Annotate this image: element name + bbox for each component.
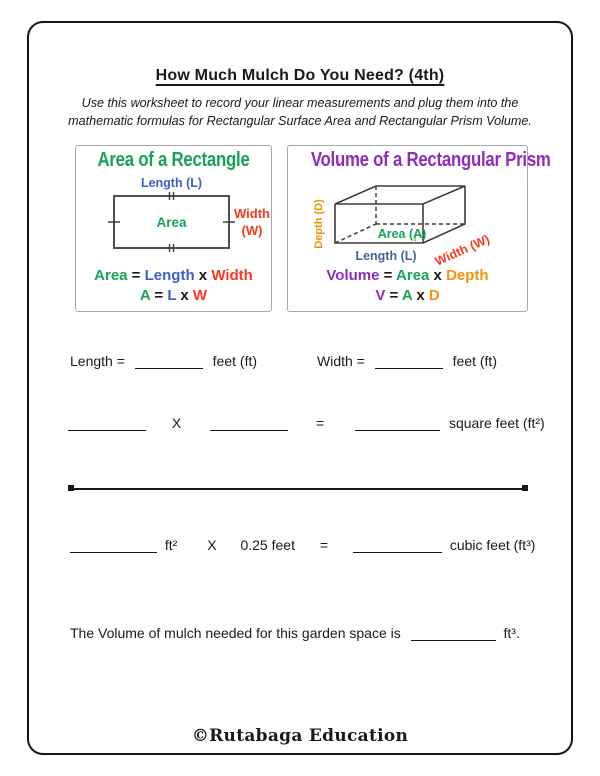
worksheet-page-frame	[27, 21, 573, 755]
section-divider	[68, 485, 528, 492]
length-entry	[70, 353, 257, 369]
width-blank[interactable]	[375, 355, 443, 369]
prism-width-label: Width (W)	[432, 232, 492, 269]
conclusion-text: The Volume of mulch needed for this garden space is	[70, 625, 401, 641]
divider-right-endpoint	[522, 485, 528, 491]
area-box-title: Area of a Rectangle	[97, 149, 250, 171]
vol-eq-unit: cubic feet (ft³)	[449, 537, 536, 553]
page-title-text: How Much Mulch Do You Need? (4th)	[155, 67, 445, 84]
area-formula-long: Area = Length x Width	[94, 267, 253, 284]
subtitle-line-2: mathematic formulas for Rectangular Surface Area and Rectangular Prism Volume.	[68, 113, 532, 128]
volume-equation-row	[70, 537, 535, 553]
width-entry	[317, 353, 497, 369]
volume-formula-box	[287, 145, 551, 312]
area-eq-equals-sign: =	[316, 415, 325, 431]
prism-depth-label: Depth (D)	[313, 199, 325, 249]
volume-box-title: Volume of a Rectangular Prism	[310, 149, 551, 171]
rectangle-area-label: Area	[156, 215, 187, 230]
vol-eq-equals-sign: =	[319, 537, 329, 553]
area-eq-width-blank[interactable]	[210, 417, 288, 431]
area-equation-row	[68, 415, 545, 431]
rectangle-diagram	[76, 174, 273, 264]
length-blank[interactable]	[135, 355, 203, 369]
vol-eq-sq-unit: ft²	[164, 537, 178, 553]
copyright-credit: ©Rutabaga Education	[191, 726, 409, 746]
rectangle-length-label: Length (L)	[140, 176, 203, 190]
area-eq-length-blank[interactable]	[68, 417, 146, 431]
width-label: Width =	[317, 353, 365, 369]
conclusion-blank[interactable]	[411, 627, 496, 641]
volume-formula-long: Volume = Area x Depth	[326, 267, 489, 284]
length-unit: feet (ft)	[212, 353, 258, 369]
conclusion-unit: ft³.	[503, 625, 520, 641]
volume-formula-short: V = A x D	[375, 287, 440, 304]
area-eq-unit: square feet (ft²)	[448, 415, 545, 431]
page-title	[29, 67, 571, 85]
vol-eq-depth-value: 0.25 feet	[240, 537, 295, 553]
area-eq-result-blank[interactable]	[355, 417, 440, 431]
prism-area-label: Area (A)	[377, 227, 427, 241]
area-eq-multiply-sign: X	[171, 415, 182, 431]
vol-eq-multiply-sign: X	[207, 537, 217, 553]
conclusion-sentence	[70, 625, 520, 641]
divider-line	[70, 488, 526, 490]
area-formula-short: A = L x W	[139, 287, 208, 304]
rectangle-width-label-line2: (W)	[241, 223, 263, 238]
prism-length-label: Length (L)	[355, 249, 417, 263]
rectangle-width-label-line1: Width	[234, 206, 270, 221]
prism-diagram	[298, 176, 518, 276]
area-formula-box	[75, 145, 272, 312]
subtitle-line-1: Use this worksheet to record your linear measurements and plug them into the	[81, 96, 519, 110]
page-subtitle	[29, 95, 571, 131]
length-label: Length =	[70, 353, 125, 369]
vol-eq-area-blank[interactable]	[70, 539, 157, 553]
vol-eq-result-blank[interactable]	[353, 539, 442, 553]
width-unit: feet (ft)	[452, 353, 497, 369]
